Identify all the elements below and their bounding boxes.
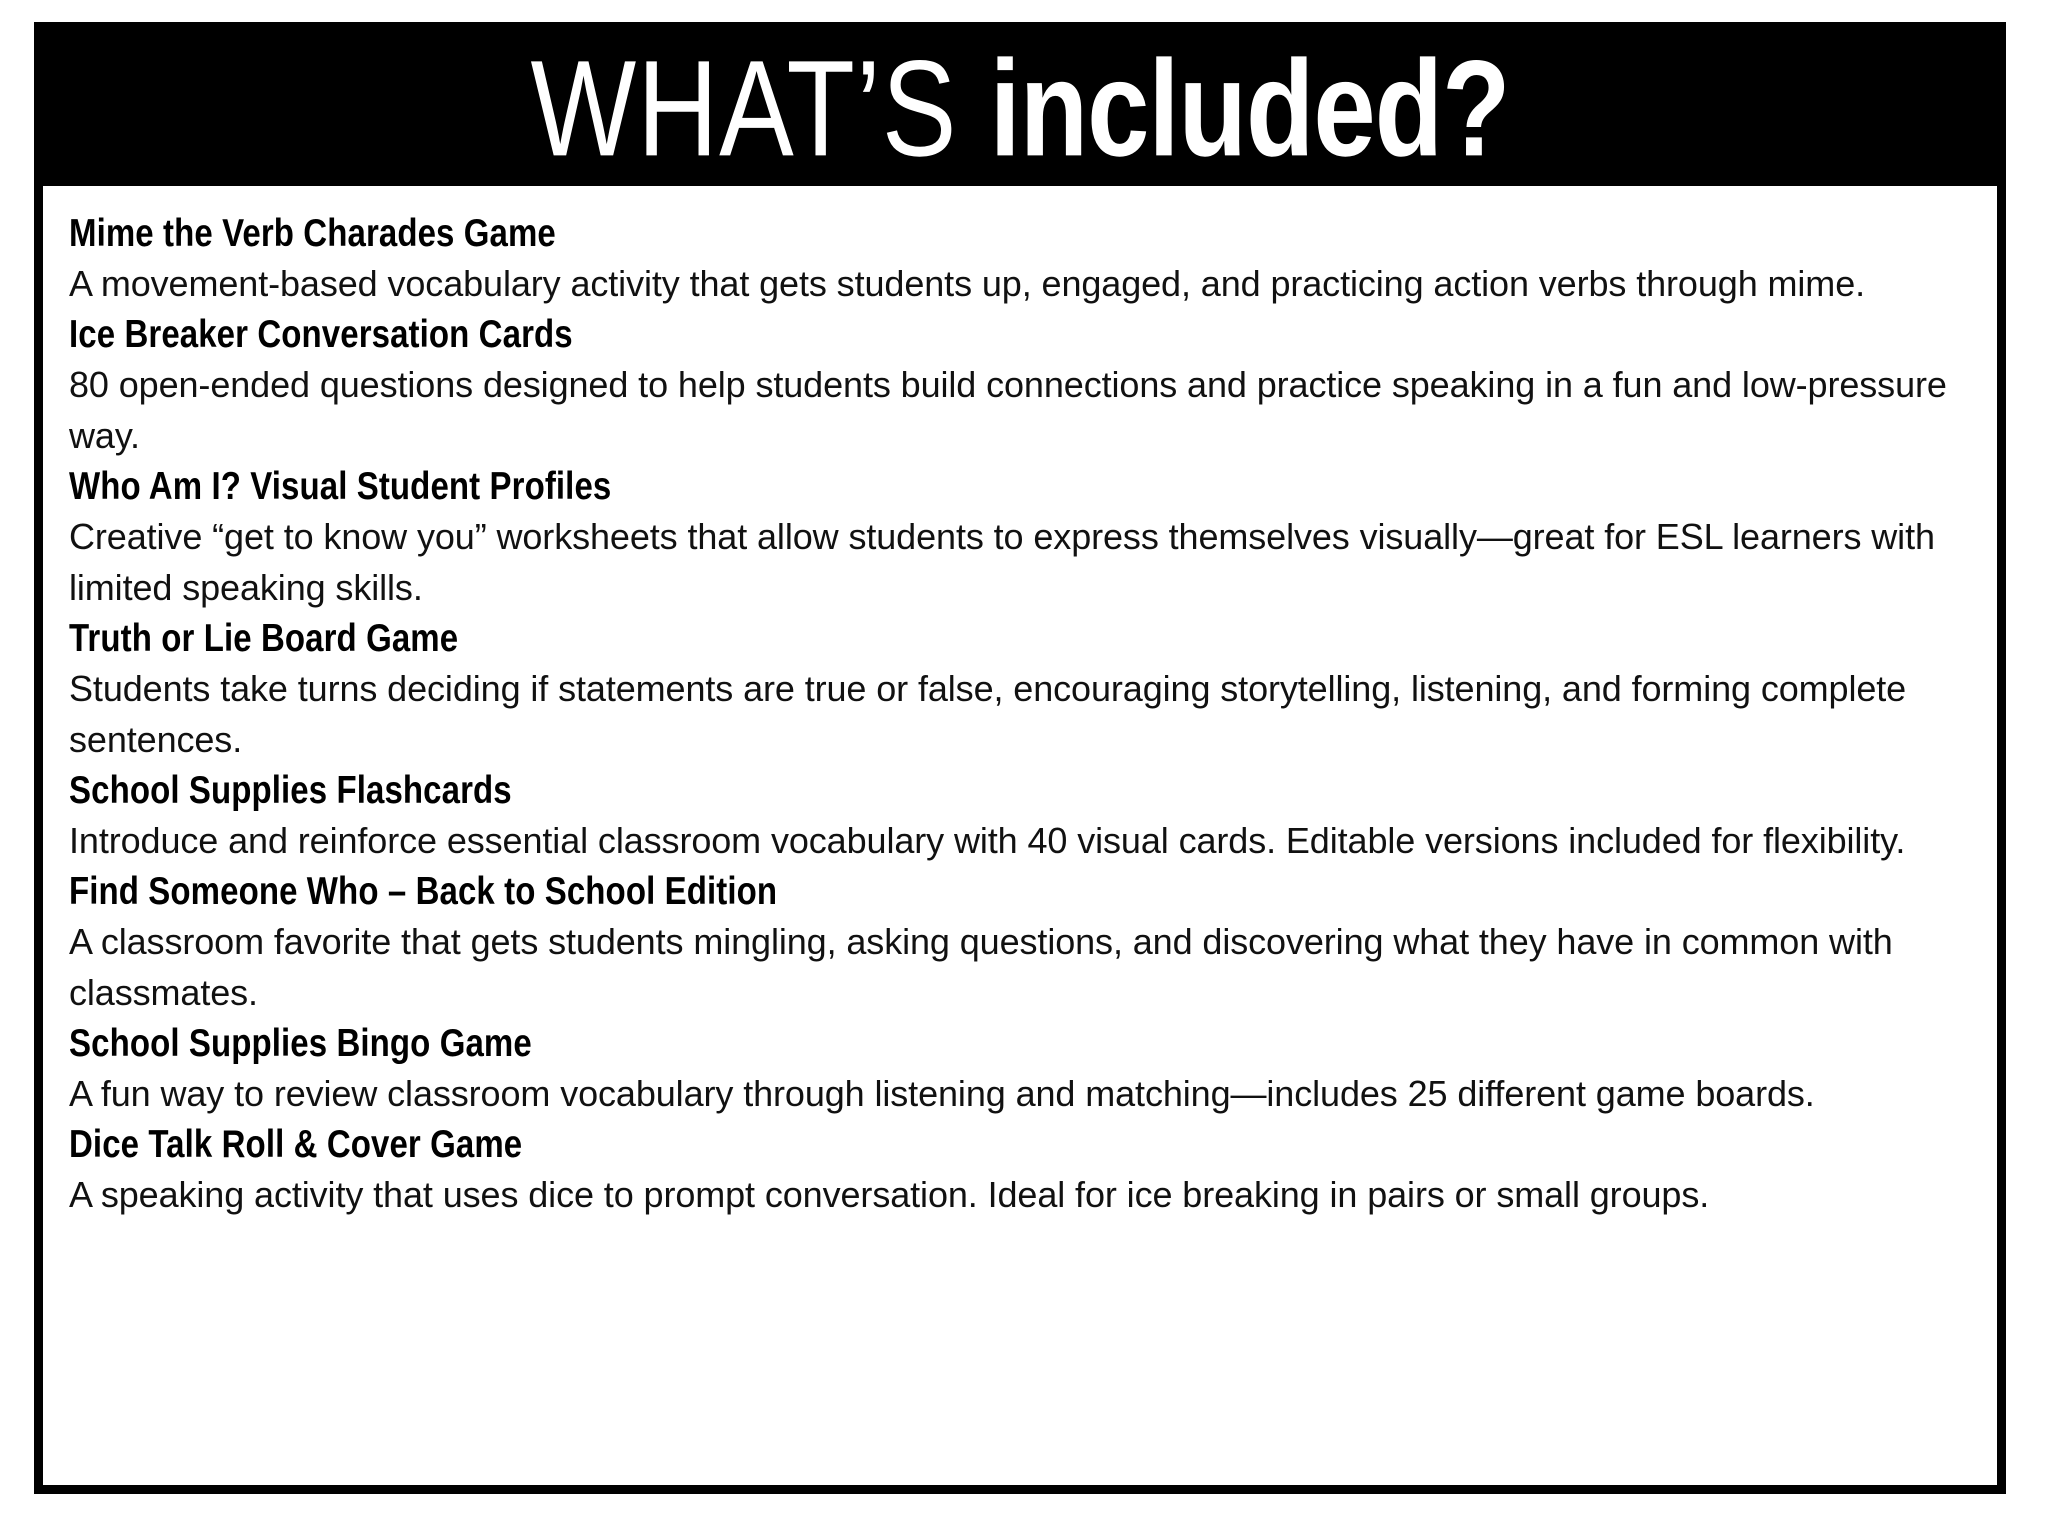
- list-item: [69, 765, 1971, 866]
- section-description: Introduce and reinforce essential classroom vocabulary with 40 visual cards. Editable versions included for flexibility.: [69, 820, 1906, 861]
- list-item: [69, 866, 1971, 1018]
- section-title: School Supplies Bingo Game: [69, 1020, 532, 1065]
- header-band: [43, 31, 1997, 186]
- section-title: Ice Breaker Conversation Cards: [69, 311, 573, 356]
- section-title: Truth or Lie Board Game: [69, 615, 459, 660]
- page-title-light-part: WHAT’S: [530, 31, 990, 185]
- section-title: Who Am I? Visual Student Profiles: [69, 463, 612, 508]
- section-title: Mime the Verb Charades Game: [69, 210, 556, 255]
- section-title: Dice Talk Roll & Cover Game: [69, 1121, 523, 1166]
- section-description: A fun way to review classroom vocabulary through listening and matching—includes 25 different game boards.: [69, 1073, 1815, 1114]
- section-title: Find Someone Who – Back to School Edition: [69, 868, 778, 913]
- list-item: [69, 1018, 1971, 1119]
- list-item: [69, 309, 1971, 461]
- section-description: A speaking activity that uses dice to prompt conversation. Ideal for ice breaking in pairs or small groups.: [69, 1174, 1710, 1215]
- list-item: [69, 461, 1971, 613]
- section-description: 80 open-ended questions designed to help students build connections and practice speaking in a fun and low-pressure way.: [69, 364, 1947, 456]
- section-description: A movement-based vocabulary activity that gets students up, engaged, and practicing action verbs through mime.: [69, 263, 1866, 304]
- section-description: Students take turns deciding if statements are true or false, encouraging storytelling, listening, and forming complete sentences.: [69, 668, 1907, 760]
- section-title: School Supplies Flashcards: [69, 767, 512, 812]
- list-item: [69, 613, 1971, 765]
- section-description: A classroom favorite that gets students mingling, asking questions, and discovering what they have in common with classmates.: [69, 921, 1893, 1013]
- whats-included-poster: [34, 22, 2006, 1494]
- list-item: [69, 208, 1971, 309]
- included-items-list: [43, 186, 1997, 1485]
- page-title-bold-part: included?: [989, 31, 1510, 185]
- section-description: Creative “get to know you” worksheets that allow students to express themselves visually—great for ESL learners with limited speaking skills.: [69, 516, 1935, 608]
- list-item: [69, 1119, 1971, 1220]
- page-title: [530, 31, 1510, 185]
